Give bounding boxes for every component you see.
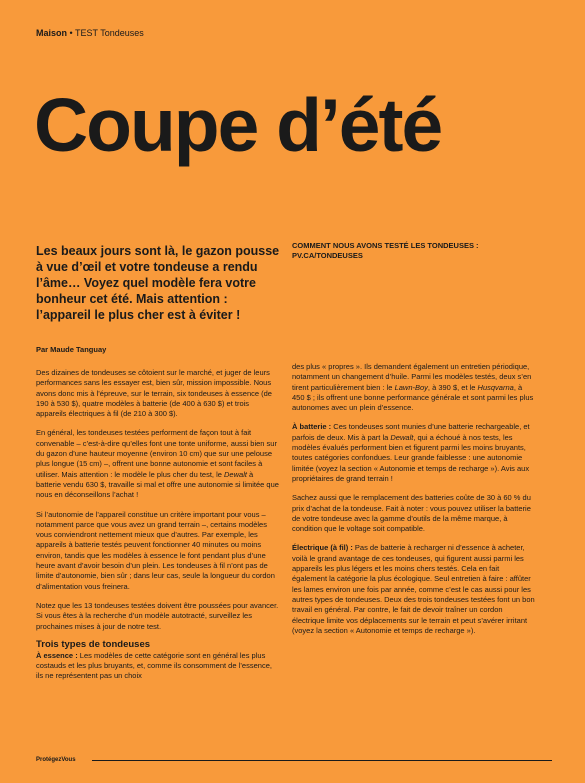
- text-run: à batterie vendu 630 $, travaille si mal et offre une autonomie si limitée que nous en déconseillons l’achat !: [36, 469, 279, 500]
- paragraph: [36, 428, 280, 500]
- header-bullet: •: [69, 28, 73, 38]
- text-run: Les modèles de cette catégorie sont en général les plus costauds et les plus bruyants, et, comme ils consomment de l’essence, ils ne représentent pas un choix: [36, 650, 272, 681]
- product-name: Dewalt: [224, 469, 247, 479]
- paragraph-lead: À essence :: [36, 650, 78, 660]
- paragraph: [292, 362, 536, 413]
- footer-rule: [92, 760, 552, 761]
- paragraph: Si l’autonomie de l’appareil constitue un critère important pour vous – notamment parce que vous avez un grand terrain –, certains modèles vous conviendront nettement mieux que d’autres. Par exemple, les appareils à batterie testés peuvent fonctionner 40 minutes ou moins environ, tandis que les modèles à essence le font pendant plus d’une heure avant d’avoir besoin d’un plein. Les tondeuses à fil n’ont pas de limite d’autonomie, bien sûr ; dans leur cas, seule la longueur du cordon d’alimentation vous freinera.: [36, 509, 275, 591]
- paragraph-lead: À batterie :: [292, 422, 332, 432]
- article-title: Coupe d’été: [34, 83, 442, 167]
- paragraph: [292, 422, 536, 484]
- text-run: des plus « propres ». Ils demandent également un entretien périodique, notamment un changement d’huile. Parmi les modèles testés, deux s’en tirent particulièrement bien : le: [292, 362, 532, 392]
- test-method-label: COMMENT NOUS AVONS TESTÉ LES TONDEUSES :: [292, 241, 479, 250]
- subheading: Trois types de tondeuses: [36, 638, 151, 650]
- article-byline: Par Maude Tanguay: [36, 345, 107, 354]
- paragraph: [292, 543, 536, 636]
- body-column-right: [292, 362, 536, 645]
- paragraph: Sachez aussi que le remplacement des batteries coûte de 30 à 60 % du prix d’achat de la tondeuse. Fait à noter : vous pouvez utiliser la batterie de votre tondeuse avec la gamme d’outils de la même marque, à condition que le voltage soit compatible.: [292, 493, 531, 534]
- product-name: Lawn-Boy: [394, 382, 428, 392]
- body-column-left: [36, 368, 280, 691]
- text-run: , à 390 $, et le: [427, 382, 478, 392]
- product-name: Dewalt: [390, 432, 414, 442]
- text-run: Ces tondeuses sont munies d’une batterie rechargeable, et parfois de deux. Mis à part la: [292, 422, 530, 442]
- section-topic: TEST Tondeuses: [75, 28, 144, 38]
- article-lede: Les beaux jours sont là, le gazon pousse à vue d’œil et votre tondeuse a rendu l’âme… Voyez quel modèle fera votre bonheur cet été. Mais attention : l’appareil le plus cher est à éviter !: [36, 244, 280, 322]
- text-run: , à 450 $ ; ils offrent une bonne performance générale et sont parmi les plus autonomes avec un plein d’essence.: [292, 382, 534, 413]
- paragraph: Notez que les 13 tondeuses testées doivent être poussées pour avancer. Si vous êtes à la recherche d’un modèle autotracté, surveillez les prochaines mises à jour de notre test.: [36, 600, 279, 631]
- product-name: Husqvarna: [477, 382, 514, 392]
- paragraph: [36, 651, 280, 682]
- section-name: Maison: [36, 28, 68, 38]
- paragraph: Des dizaines de tondeuses se côtoient sur le marché, et juger de leurs performances sans les essayer est, bien sûr, mission impossible. Nous avons donc mis à l’épreuve, sur le terrain, six tondeuses à essence (de 190 à 530 $), quatre modèles à batterie (de 400 à 630 $) et trois appareils électriques à fil (de 210 à 300 $).: [36, 368, 272, 419]
- footer-brand: ProtégezVous: [36, 757, 76, 763]
- paragraph-lead: Électrique (à fil) :: [292, 543, 353, 553]
- text-run: , qui a échoué à nos tests, les modèles évalués performent bien et figurent parmi les moins bruyants, toutes catégories confondues. Leur grande faiblesse : une autonomie limitée (voyez la section « Autonomie et temps de recharge »). Avis aux propriétaires de grand terrain !: [292, 432, 530, 483]
- text-run: Pas de batterie à recharger ni d’essence à acheter, voilà le grand avantage de ces tondeuses, qui figurent aussi parmi les appareils les plus légers et les moins chers testés. Cela en fait également la catégorie la plus écologique. Seul entretien à faire : affûter les lames environ une fois par année, comme c’est le cas aussi pour les autres types de tondeuses. Deux des trois tondeuses testées font un bon travail en général. Par contre, le fait de devoir traîner un cordon électrique limite vos déplacements sur le terrain et peut s’avérer irritant (voyez la section « Autonomie et temps de recharge »).: [292, 543, 535, 635]
- section-header: [36, 28, 144, 39]
- test-method-box: [292, 241, 542, 261]
- test-method-link[interactable]: PV.CA/TONDEUSES: [292, 251, 363, 260]
- text-run: En général, les tondeuses testées performent de façon tout à fait convenable – c’est-à-dire qu’elles font une tonte uniforme, aussi bien sur du gazon d’une hauteur moyenne (environ 10 cm) que sur une pelouse plus longue (15 cm) –, offrent une bonne autonomie et sont faciles à utiliser. Mais attention : le modèle le plus cher du test, le: [36, 428, 277, 479]
